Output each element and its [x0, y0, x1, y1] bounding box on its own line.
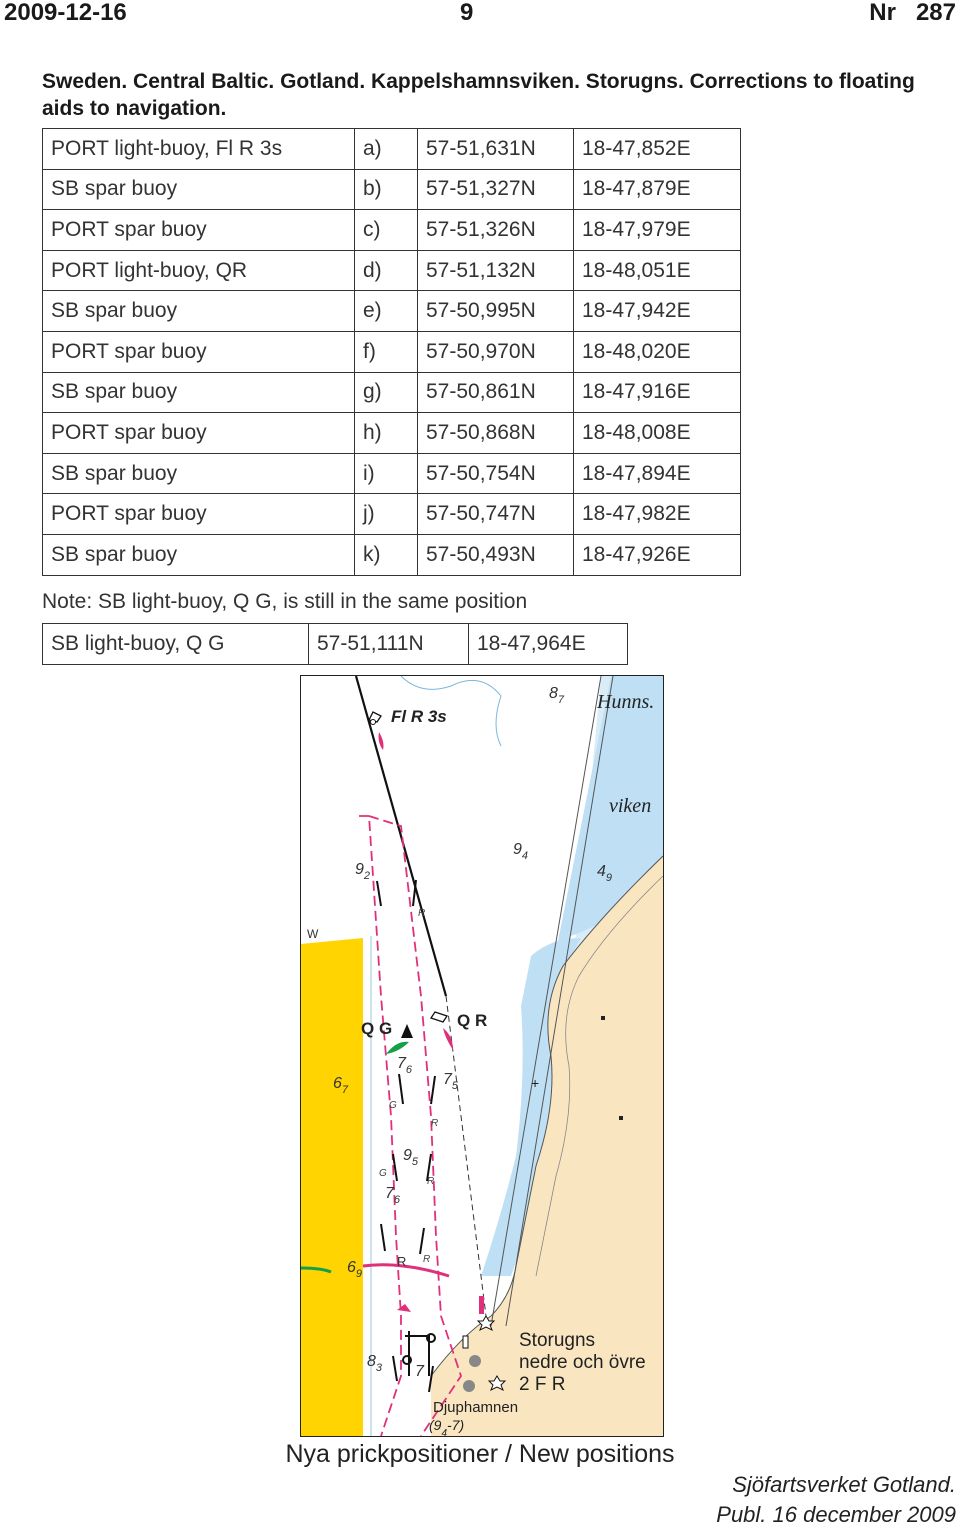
table-row	[43, 250, 741, 291]
sounding: $7_6$	[385, 1185, 401, 1206]
table-row	[43, 372, 741, 413]
buoy-name: PORT light-buoy, QR	[43, 250, 355, 291]
notice-title: Sweden. Central Baltic. Gotland. Kappelshamnsviken. Storugns. Corrections to floating aids to navigation.	[42, 70, 915, 120]
label-hunns: Hunns.	[597, 691, 655, 713]
longitude: 18-47,979E	[574, 210, 741, 251]
table-row	[43, 129, 741, 170]
label-djuphamnen: Djuphamnen	[433, 1399, 519, 1416]
label-viken: viken	[609, 795, 652, 817]
latitude: 57-51,327N	[418, 169, 574, 210]
letter-r: R	[397, 1254, 407, 1269]
label-fl-r-3s: Fl R 3s	[391, 707, 447, 726]
longitude: 18-47,894E	[574, 453, 741, 494]
sounding: $6_7$	[333, 1075, 349, 1096]
table-row	[43, 331, 741, 372]
longitude: 18-47,852E	[574, 129, 741, 170]
longitude: 18-48,008E	[574, 413, 741, 454]
sounding: $7_6$	[397, 1055, 413, 1076]
nautical-chart	[300, 675, 664, 1437]
longitude: 18-47,964E	[469, 624, 628, 665]
publication-date: Publ. 16 december 2009	[716, 1502, 956, 1527]
buoy-name: PORT light-buoy, Fl R 3s	[43, 129, 355, 170]
chart-caption: Nya prickpositioner / New positions	[285, 1440, 675, 1468]
buoy-name: PORT spar buoy	[43, 413, 355, 454]
sounding: $8_3$	[367, 1353, 383, 1374]
latitude: 57-51,111N	[309, 624, 469, 665]
buoy-name: PORT spar buoy	[43, 331, 355, 372]
latitude: 57-51,132N	[418, 250, 574, 291]
longitude: 18-47,926E	[574, 534, 741, 575]
buoy-id: a)	[355, 129, 418, 170]
latitude: 57-50,861N	[418, 372, 574, 413]
buoy-name: SB spar buoy	[43, 169, 355, 210]
buoy-name: SB spar buoy	[43, 291, 355, 332]
publisher-name: Sjöfartsverket Gotland.	[732, 1472, 956, 1497]
header-page-number: 9	[460, 0, 474, 26]
restricted-area	[301, 938, 363, 1436]
buoy-id: i)	[355, 453, 418, 494]
label-nedre-och-ovre: nedre och övre	[519, 1352, 646, 1373]
depth-note: $(9_4-7)$	[429, 1417, 465, 1436]
buoy-id: k)	[355, 534, 418, 575]
sounding: 7	[415, 1363, 424, 1380]
longitude: 18-48,051E	[574, 250, 741, 291]
table-row	[43, 534, 741, 575]
buoy-name: SB spar buoy	[43, 453, 355, 494]
table-row	[43, 494, 741, 535]
longitude: 18-48,020E	[574, 331, 741, 372]
letter-g: G	[389, 1100, 397, 1111]
header-date: 2009-12-16	[4, 0, 127, 26]
buoy-id: g)	[355, 372, 418, 413]
longitude: 18-47,916E	[574, 372, 741, 413]
buoy-name: SB spar buoy	[43, 534, 355, 575]
buoy-name: SB light-buoy, Q G	[43, 624, 309, 665]
table-row	[43, 624, 628, 665]
sounding: $9_2$	[355, 861, 371, 882]
buoy-id: h)	[355, 413, 418, 454]
note-text: Note: SB light-buoy, Q G, is still in the same position	[42, 590, 528, 613]
label-2fr: 2 F R	[519, 1374, 566, 1395]
buoy-name: SB spar buoy	[43, 372, 355, 413]
buoy-id: c)	[355, 210, 418, 251]
table-row	[43, 453, 741, 494]
sounding: $8_7$	[549, 685, 565, 706]
chart-svg	[301, 676, 663, 1436]
label-qr: Q R	[457, 1011, 488, 1030]
label-storugns: Storugns	[519, 1330, 596, 1351]
positions-table	[42, 128, 741, 576]
sounding: $6_9$	[347, 1259, 363, 1280]
latitude: 57-51,326N	[418, 210, 574, 251]
svg-text:+: +	[531, 1075, 540, 1091]
sounding: $7_5$	[443, 1071, 459, 1092]
header-notice-number: Nr 287	[869, 0, 956, 26]
letter-r: R	[431, 1118, 439, 1129]
latitude: 57-50,868N	[418, 413, 574, 454]
buoy-id: d)	[355, 250, 418, 291]
latitude: 57-51,631N	[418, 129, 574, 170]
table-row	[43, 210, 741, 251]
longitude: 18-47,942E	[574, 291, 741, 332]
buoy-id: e)	[355, 291, 418, 332]
latitude: 57-50,747N	[418, 494, 574, 535]
latitude: 57-50,995N	[418, 291, 574, 332]
label-qg: Q G	[361, 1019, 393, 1038]
latitude: 57-50,970N	[418, 331, 574, 372]
letter-r: R	[418, 908, 426, 919]
latitude: 57-50,754N	[418, 453, 574, 494]
sounding: $9_5$	[403, 1147, 419, 1168]
buoy-id: j)	[355, 494, 418, 535]
buoy-id: b)	[355, 169, 418, 210]
letter-r: R	[423, 1254, 431, 1265]
sounding: $9_4$	[513, 841, 529, 862]
buoy-name: PORT spar buoy	[43, 494, 355, 535]
longitude: 18-47,879E	[574, 169, 741, 210]
letter-r: R	[427, 1176, 435, 1187]
label-w: W	[307, 927, 319, 941]
letter-g: G	[379, 1168, 387, 1179]
table-row	[43, 413, 741, 454]
table-row	[43, 169, 741, 210]
note-table	[42, 623, 628, 665]
buoy-name: PORT spar buoy	[43, 210, 355, 251]
table-row	[43, 291, 741, 332]
latitude: 57-50,493N	[418, 534, 574, 575]
buoy-id: f)	[355, 331, 418, 372]
sounding: $4_9$	[597, 863, 613, 884]
longitude: 18-47,982E	[574, 494, 741, 535]
